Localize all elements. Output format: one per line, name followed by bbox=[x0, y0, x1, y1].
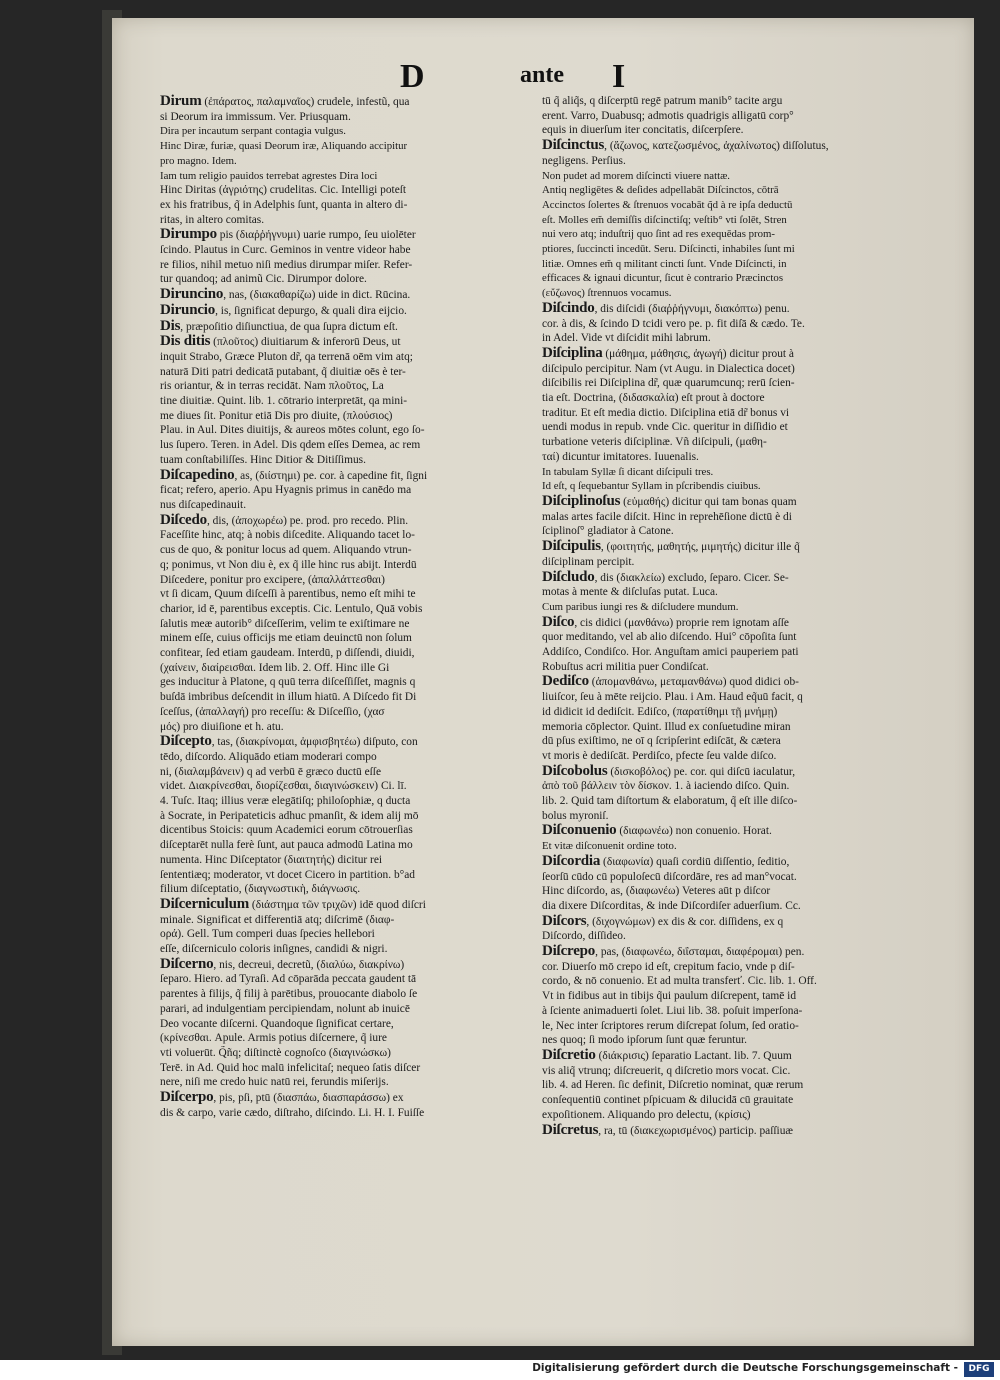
entry-line: traditur. Et eſt media dictio. Diſciplina etiā dr̃ bonus vi bbox=[542, 406, 790, 419]
entry-line: diſcipulo percipitur. Nam (vt Augu. in Dialectica docet) bbox=[542, 362, 795, 375]
entry-line: Diſcrepo, pas, (διαφωνέω, διΐσταμαι, διαφέρομαι) pen. bbox=[542, 944, 805, 960]
entry-line: μός) pro diuiſione et h. atu. bbox=[160, 720, 284, 733]
entry-line: ορά). Gell. Tum comperi duas ſpecies hellebori bbox=[160, 928, 375, 941]
entry-line: vt ſi dicam, Quum diſceſſi à parentibus, nemo eſt mihi te bbox=[160, 588, 416, 601]
entry-line: Diſcerniculum (διάστημα τῶν τριχῶν) idē quod diſcri bbox=[160, 896, 426, 912]
entry-line: uendi modus in repub. vnde Cic. queritur in diſſidio et bbox=[542, 421, 788, 434]
entry-line: Faceſſite hinc, atq; à nobis diſcedite. Aliquando tacet lo- bbox=[160, 529, 415, 542]
dictionary-entry bbox=[160, 513, 532, 735]
entry-line: Hinc Diræ, furiæ, quasi Deorum iræ, Aliquando accipitur bbox=[160, 140, 408, 153]
headword: Diſcapedino bbox=[160, 467, 235, 483]
entry-line: Diſcors, (διχογνώμων) ex dis & cor. diſſidens, ex q bbox=[542, 913, 784, 929]
entry-line: tine diuitiæ. Quint. lib. 1. cōtrario interpretāt, qa mini- bbox=[160, 395, 408, 408]
entry-line: pro magno. Idem. bbox=[160, 154, 237, 167]
entry-line: quor meditando, vel ab alio diſcendo. Hui° cōpoſita ſunt bbox=[542, 631, 797, 644]
headword: Diſciplina bbox=[542, 345, 603, 361]
dictionary-entry bbox=[160, 287, 532, 303]
entry-line: le, Nec inter ſcriptores rerum diſcrepat ſolum, ſed oratio- bbox=[542, 1019, 799, 1032]
dictionary-entry bbox=[542, 823, 914, 839]
entry-line: ἀπὸ τοῦ βάλλειν τὸν δίσκον. 1. à iaciendo diſco. Quin. bbox=[542, 780, 790, 793]
headword: Diſcordia bbox=[542, 853, 601, 869]
entry-line: à ſciente animaduerti ſolet. Liui lib. 38. poſuit imperſona- bbox=[542, 1004, 803, 1017]
entry-line: Dirum (ἐπάρατος, παλαμναῖος) crudele, infestũ, qua bbox=[160, 94, 410, 109]
entry-line: tur quandoq; ad animũ Cic. Dirumpor dolore. bbox=[160, 273, 367, 286]
entry-line: naturā Diti patri dedicatā putabant, q̃ diuitiæ oēs è ter- bbox=[160, 365, 406, 378]
entry-line: nere, niſi me credo huic natū rei, ferundis miſerijs. bbox=[160, 1076, 389, 1089]
entry-line: minem eſſe, cuius officijs me etiam deuinctū non ſolum bbox=[160, 632, 412, 645]
dictionary-entry bbox=[160, 897, 532, 957]
headword: Diſcindo bbox=[542, 300, 595, 316]
entry-line: conſequentiū continet pſpicuam & dilucidā cū grauitate bbox=[542, 1094, 794, 1107]
entry-line: vt moris è dediſcāt. Perdiſco, pfecte ſeu valde diſco. bbox=[542, 749, 777, 762]
entry-line: Iam tum religio pauidos terrebat agrestes Dira loci bbox=[160, 169, 378, 182]
dictionary-entry bbox=[160, 94, 532, 124]
entry-line: Dis ditis (πλοῦτος) diuitiarum & inferorū Deus, ut bbox=[160, 334, 401, 350]
dictionary-entry bbox=[542, 138, 914, 168]
headword: Dediſco bbox=[542, 674, 589, 690]
headword: Diſcerniculum bbox=[160, 896, 250, 912]
headword: Diſcinctus bbox=[542, 138, 605, 154]
entry-line: Deo vocante diſcerni. Quandoque ſignificat certare, bbox=[160, 1017, 394, 1030]
dictionary-entry bbox=[160, 1090, 532, 1120]
entry-line: parentes à filijs, q̃ filij à parētibus, prouocante diabolo ſe bbox=[160, 988, 418, 1001]
entry-line: Cum paribus iungi res & diſcludere mundum. bbox=[542, 600, 739, 613]
entry-line: ni, (διαλαμβάνειν) q ad verbū ē græco ductū eſſe bbox=[160, 765, 382, 778]
entry-line: In tabulam Syllæ ſi dicant diſcipuli tres. bbox=[542, 465, 714, 478]
entry-line: (εὔζωνος) ſtrennuos vocamus. bbox=[542, 287, 672, 300]
dictionary-entry bbox=[160, 183, 532, 227]
entry-line: Diſcapedino, as, (διίστημι) pe. cor. à capedine fit, ſigni bbox=[160, 467, 428, 483]
headword: Diſcepto bbox=[160, 734, 212, 750]
entry-line: tū q̃ aliq̃s, q diſcerptū regē patrum manib° tacite argu bbox=[542, 95, 783, 107]
entry-line: Dira per incautum serpant contagia vulgus. bbox=[160, 125, 346, 138]
entry-line: litiæ. Omnes em̃ q militant cincti ſunt. Vnde Diſcincti, in bbox=[542, 257, 787, 270]
headword: Dis ditis bbox=[160, 334, 211, 350]
entry-line: cordo, & nō conuenio. Et ad multa transferť. Cic. lib. 1. Off. bbox=[542, 975, 817, 988]
entry-line: cor. Diuerſo mō crepo id eſt, crepitum facio, vnde p diſ- bbox=[542, 960, 795, 973]
quotation-block bbox=[542, 600, 914, 615]
entry-line: Diſciplinoſus (εὐμαθής) dicitur qui tam bonas quam bbox=[542, 493, 797, 509]
entry-line: Accinctos ſolertes & ſtrenuos vocabāt q̃d à re ipſa deductū bbox=[542, 198, 793, 211]
headword: Diſcedo bbox=[160, 512, 207, 528]
entry-line: motas à mente & diſcluſas putat. Luca. bbox=[542, 586, 718, 599]
entry-line: in Adel. Vide vt diſcidit mihi labrum. bbox=[542, 332, 711, 345]
entry-line: efficaces & ignaui dicuntur, ſicut è contrario Præcinctos bbox=[542, 272, 784, 285]
entry-line: Diſcipulis, (φοιτητής, μαθητής, μιμητής) dicitur ille q̃ bbox=[542, 539, 800, 555]
entry-line: eſt. Molles em̃ demiſſis diſcinctiſq; veſtib° vti ſolēt, Stren bbox=[542, 213, 787, 226]
entry-line: liuiſcor, ſeu à mēte reijcio. Plau. i Am. Haud eq̃uū facit, q bbox=[542, 691, 803, 704]
entry-line: à Socrate, in Peripateticis adhuc pmanſit, & idem alij mō bbox=[160, 809, 419, 822]
headword: Dis bbox=[160, 318, 181, 334]
entry-line: diſciplinam percipit. bbox=[542, 555, 635, 568]
entry-line: ſalutis meæ autorib° diſceſſerim, velim te exiſtimare ne bbox=[160, 617, 410, 630]
book-page bbox=[112, 18, 974, 1346]
entry-line: (κρίνεσθαι. Apule. Armis potius diſcernere, q̃ iure bbox=[160, 1032, 387, 1045]
dictionary-entry bbox=[542, 764, 914, 824]
dictionary-entry bbox=[542, 615, 914, 675]
entry-line: numenta. Hinc Diſceptator (διαιτητής) dicitur rei bbox=[160, 853, 383, 866]
dictionary-entry bbox=[542, 944, 914, 1048]
dictionary-entry bbox=[160, 734, 532, 897]
entry-line: videt. Διακρίνεσθαι, διορίζεσθαι, διαγινώσκειν) Ci. lī. bbox=[160, 780, 407, 793]
headword: Diſconuenio bbox=[542, 823, 617, 839]
quotation-block bbox=[160, 124, 532, 183]
entry-line: Addiſco, Condiſco. Hor. Anguſtam amici pauperiem pati bbox=[542, 646, 799, 659]
entry-line: tia eſt. Doctrina, (διδασκαλία) eſt prout à doctore bbox=[542, 392, 765, 405]
entry-line: ex his fratribus, q̃ in Adelphis ſunt, quanta in altero di- bbox=[160, 198, 408, 211]
right-column bbox=[542, 94, 914, 1138]
entry-line: vis aliq̃ vtrunq; diſcreuerit, q diſcretio mors vocat. Cic. bbox=[542, 1064, 791, 1077]
footer-credit: Digitalisierung gefördert durch die Deutsche Forschungsgemeinschaft - bbox=[532, 1362, 958, 1374]
dictionary-entry bbox=[542, 1123, 914, 1139]
entry-line: ſeorſū cūdo cū populoſecū diſcordāre, res ad man°vocat. bbox=[542, 870, 797, 883]
entry-line: cor. à dis, & ſcindo D tcidi vero pe. p. fit diſā & cædo. Te. bbox=[542, 317, 805, 330]
entry-line: re filios, nihil metuo niſi medius dirumpar miſer. Refer- bbox=[160, 258, 413, 271]
dictionary-entry bbox=[542, 914, 914, 944]
headword: Diſcerpo bbox=[160, 1090, 214, 1106]
quotation-block bbox=[542, 169, 914, 301]
dictionary-entry bbox=[542, 674, 914, 763]
quotation-block bbox=[542, 465, 914, 494]
headword: Dirumpo bbox=[160, 227, 217, 243]
entry-line: lus ſupero. Teren. in Adel. Dis qdem eſſes Demea, ac rem bbox=[160, 439, 421, 452]
entry-line: Diſcedere, ponitur pro excipere, (ἀπαλλάττεσθαι) bbox=[160, 573, 385, 586]
entry-line: Diſcepto, tas, (διακρίνομαι, ἀμφισβητέω) diſputo, con bbox=[160, 734, 418, 750]
entry-line: minale. Significat et differentiā atq; diſcrimē (διαφ- bbox=[160, 913, 395, 926]
entry-line: bolus myroniſ. bbox=[542, 809, 609, 822]
entry-line: erent. Varro, Duabusq; admotis quadrigis alligatū corp° bbox=[542, 109, 794, 122]
running-head-number: I bbox=[612, 58, 626, 95]
entry-line: ges inducitur à Platone, q quū terra diſceſſiſſet, magnis q bbox=[160, 676, 416, 689]
entry-line: eſſe, diſcerniculo coloris inſignes, candidi & nigri. bbox=[160, 943, 388, 956]
entry-line: turbatione veteris diſciplinæ. Vñ diſcipuli, (μαθη- bbox=[542, 436, 767, 449]
entry-line: expoſitionem. Aliquando pro delectu, (κρίσις) bbox=[542, 1108, 751, 1121]
entry-line: lib. 2. Quid tam diſtortum & elaboratum, q̃ eſt ille diſco- bbox=[542, 795, 798, 808]
headword: Diruncio bbox=[160, 302, 216, 318]
entry-line: ſcindo. Plautus in Curc. Geminos in ventre videor habe bbox=[160, 244, 411, 257]
entry-line: ritas, in altero comitas. bbox=[160, 213, 265, 226]
dictionary-entry bbox=[542, 539, 914, 569]
entry-line: ptiores, ſuccincti incedūt. Seru. Diſcincti, inhabiles ſunt mi bbox=[542, 243, 795, 256]
entry-line: Diruncio, is, ſignificat depurgo, & quali dira eijcio. bbox=[160, 302, 407, 318]
entry-line: confitear, ſed etiam gaudeam. Interdū, p diſſendi, diuidi, bbox=[160, 647, 415, 660]
entry-line: Diſco, cis didici (μανθάνω) proprie rem ignotam aſſe bbox=[542, 614, 789, 630]
entry-line: Dirumpo pis (διαῤῥήγνυμι) uarie rumpo, ſeu uiolēter bbox=[160, 227, 416, 243]
entry-line: Robuſtus acri militia puer Condiſcat. bbox=[542, 660, 709, 673]
entry-line: ſeparo. Hiero. ad Tyraſi. Ad cōparāda peccata gaudent tā bbox=[160, 973, 417, 986]
entry-line: Diſcretus, ra, tū (διακεχωρισμένος) particip. paſſiuæ bbox=[542, 1122, 794, 1138]
entry-line: diſcibilis rei Diſciplina dr̃, quæ quarumcunq; rerū ſcien- bbox=[542, 377, 795, 390]
entry-line: Non pudet ad morem diſcincti viuere nattæ. bbox=[542, 169, 730, 182]
dictionary-entry bbox=[160, 227, 532, 287]
left-column bbox=[160, 94, 532, 1121]
running-head-letter: D bbox=[400, 58, 425, 95]
entry-line: Diſcindo, dis diſcidi (διαῤῥήγνυμι, διακόπτω) penu. bbox=[542, 300, 790, 316]
entry-line: memoria cōplector. Quint. Illud ex conſuetudine miran bbox=[542, 720, 791, 733]
entry-line: vti voluerūt. Q̃ñq; diſtinctè cognoſco (διαγινώσκω) bbox=[160, 1047, 391, 1059]
entry-line: Vt in fidibus aut in tibijs q̃ui paulum diſcrepent, tamē id bbox=[542, 990, 797, 1003]
entry-line: Diruncino, nas, (διακαθαρίζω) uide in dict. Rūcina. bbox=[160, 287, 411, 303]
dictionary-entry bbox=[160, 957, 532, 1090]
entry-line: buſdā imbribus deſcendit in illum hiatū. A Diſcedo fit Di bbox=[160, 691, 417, 704]
entry-line: malas artes facile diſcit. Hinc in reprehēſione dictū è di bbox=[542, 510, 792, 523]
entry-line: ταί) dicuntur imitatores. Iuuenalis. bbox=[542, 450, 699, 463]
footer-bar bbox=[0, 1360, 1000, 1380]
entry-line: dū pſus exiſtimo, ne oī q ſcripſerint ediſcāt, & cætera bbox=[542, 735, 781, 748]
entry-line: Diſciplina (μάθημα, μάθησις, ἀγωγή) dicitur prout à bbox=[542, 345, 794, 361]
entry-line: Diſcerno, nis, decreui, decretũ, (διαλύω, διακρίνω) bbox=[160, 956, 405, 972]
entry-line: dia dixere Diſcorditas, & inde Diſcordiſer aduerſium. Cc. bbox=[542, 899, 801, 912]
dictionary-entry bbox=[542, 570, 914, 600]
entry-line: Diſcordo, diſſideo. bbox=[542, 930, 626, 943]
entry-line: q; ponimus, vt Non diu è, ex q̃ ille hinc rus abijt. Interdū bbox=[160, 558, 417, 571]
entry-line: Terē. in Ad. Quid hoc malū infelicitaſ; nequeo ſatis diſcer bbox=[160, 1061, 421, 1074]
entry-line: dis & carpo, varie cædo, diſtraho, diſcindo. Li. H. I. Fuiſſe bbox=[160, 1106, 425, 1119]
headword: Diſcobolus bbox=[542, 763, 608, 779]
entry-line: ſententiæq; moderator, vt docet Cicero in partition. b°ad bbox=[160, 868, 415, 881]
entry-line: diſceptarēt nulla ferè ſunt, aut pauca admodū Latina mo bbox=[160, 839, 413, 852]
entry-line: ſceſſus, (ἀπαλλαγή) pro receſſu: & Diſceſſio, (χασ bbox=[160, 705, 385, 718]
headword: Diſco bbox=[542, 614, 575, 630]
running-head-word: ante bbox=[520, 62, 564, 88]
entry-line: Diſcerpo, pis, pſi, ptū (διασπάω, διασπαράσσω) ex bbox=[160, 1090, 404, 1106]
dictionary-entry bbox=[542, 301, 914, 346]
entry-line: tuam conſtabiliſſes. Hinc Ditior & Ditiſſimus. bbox=[160, 453, 366, 466]
entry-line: si Deorum ira immissum. Ver. Priusquam. bbox=[160, 110, 351, 123]
dictionary-entry bbox=[542, 94, 914, 138]
entry-line: Id eſt, q ſequebantur Syllam in pſcribendis ciuibus. bbox=[542, 480, 761, 493]
entry-line: Dediſco (ἀπομανθάνω, μεταμανθάνω) quod didici ob- bbox=[542, 674, 799, 690]
dictionary-entry bbox=[160, 334, 532, 467]
headword: Diſcretus bbox=[542, 1122, 599, 1138]
entry-line: Diſcludo, dis (διακλείω) excludo, ſeparo. Cicer. Se- bbox=[542, 569, 789, 585]
headword: Diſcrepo bbox=[542, 944, 596, 960]
entry-line: 4. Tuſc. Itaq; illius veræ elegātiſq; philoſophiæ, q ducta bbox=[160, 795, 411, 808]
entry-line: Diſcretio (διάκρισις) ſeparatio Lactant. lib. 7. Quum bbox=[542, 1048, 792, 1063]
headword: Diſcretio bbox=[542, 1048, 596, 1063]
entry-line: inquit Strabo, Græce Pluton dr̃, qa terrenā oēm vim atq; bbox=[160, 350, 413, 363]
headword: Diſcerno bbox=[160, 956, 214, 972]
entry-line: tēdo, diſcordo. Aliquādo etiam moderari compo bbox=[160, 750, 377, 763]
dictionary-entry bbox=[160, 319, 532, 335]
dictionary-entry bbox=[542, 1048, 914, 1123]
entry-line: Plau. in Aul. Dites diuitijs, & aureos mōtes colunt, ego ſo- bbox=[160, 424, 425, 437]
entry-line: charior, id ē, parentibus exceptis. Cic. Lentulo, Quā vobis bbox=[160, 602, 423, 615]
dfg-logo: DFG bbox=[964, 1362, 994, 1377]
entry-line: Diſconuenio (διαφωνέω) non conuenio. Horat. bbox=[542, 823, 772, 839]
entry-line: nui vero atq; induſtrij quo ſint ad res exequēdas prom- bbox=[542, 228, 775, 241]
headword: Dirum bbox=[160, 94, 202, 109]
entry-line: cus de quo, & ponitur locus ad quem. Aliquando vtrun- bbox=[160, 544, 412, 557]
entry-line: Diſcedo, dis, (ἀποχωρέω) pe. prod. pro recedo. Plin. bbox=[160, 512, 409, 528]
entry-line: Et vitæ diſconuenit ordine toto. bbox=[542, 840, 677, 853]
dictionary-entry bbox=[542, 854, 914, 914]
entry-line: parari, ad indulgentiam percipiendam, nolunt ab inuicē bbox=[160, 1002, 410, 1015]
entry-line: Diſcobolus (δισκοβόλος) pe. cor. qui diſcū iaculatur, bbox=[542, 763, 796, 779]
dictionary-entry bbox=[542, 346, 914, 465]
entry-line: id didicit id dediſcit. Ediſco, (παρατίθημι τῇ μνήμῃ) bbox=[542, 705, 778, 718]
entry-line: negligens. Perſius. bbox=[542, 154, 626, 167]
dictionary-entry bbox=[160, 468, 532, 513]
entry-line: Antiq negligētes & deſides adpellabāt Diſcinctos, cōtrā bbox=[542, 184, 779, 197]
entry-line: equis in diuerſum iter concitatis, diſcerpſere. bbox=[542, 124, 744, 137]
entry-line: Hinc diſcordo, as, (διαφωνέω) Veteres aūt p diſcor bbox=[542, 885, 771, 898]
entry-line: Hinc Diritas (ἀγριότης) crudelitas. Cic. Intelligi poteſt bbox=[160, 184, 407, 197]
entry-line: ficat; refero, aperio. Apu Hyagnis primus in canēdo ma bbox=[160, 484, 412, 497]
headword: Diſcludo bbox=[542, 569, 595, 585]
dictionary-entry bbox=[542, 494, 914, 539]
entry-line: Diſcordia (διαφωνία) quaſi cordiū diſſentio, ſeditio, bbox=[542, 853, 790, 869]
entry-line: ris oriantur, & in terras recidāt. Nam πλοῦτος, La bbox=[160, 380, 384, 393]
entry-line: ſciplinoſ° gladiator à Catone. bbox=[542, 525, 674, 538]
headword: Diſciplinoſus bbox=[542, 493, 621, 509]
headword: Diruncino bbox=[160, 287, 224, 303]
entry-line: Diſcinctus, (ἄζωνος, κατεζωσμένος, ἀχαλίνωτος) diſſolutus, bbox=[542, 138, 829, 154]
entry-line: lib. 4. ad Heren. ſic definit, Diſcretio nominat, quæ rerum bbox=[542, 1079, 804, 1092]
entry-line: Dis, præpoſitio diſiunctiua, de qua ſupra dictum eſt. bbox=[160, 318, 398, 334]
entry-line: nus diſcapedinauit. bbox=[160, 498, 247, 511]
dictionary-entry bbox=[160, 303, 532, 319]
entry-line: (χαίνειν, διαίρεισθαι. Idem lib. 2. Off. Hinc ille Gi bbox=[160, 661, 390, 674]
headword: Diſcipulis bbox=[542, 539, 601, 555]
entry-line: nes quoq; ſi modo ipſorum ſunt quæ feruntur. bbox=[542, 1034, 748, 1047]
quotation-block bbox=[542, 839, 914, 854]
entry-line: filium diſceptatio, (διαγνωστικὴ, διάγνωσις. bbox=[160, 883, 361, 896]
entry-line: me diues ſit. Ponitur etiā Dis pro diuite, (πλούσιος) bbox=[160, 409, 393, 422]
entry-line: dicentibus Stoicis: quum Academici eorum cōtrouerſias bbox=[160, 824, 413, 837]
headword: Diſcors bbox=[542, 913, 587, 929]
